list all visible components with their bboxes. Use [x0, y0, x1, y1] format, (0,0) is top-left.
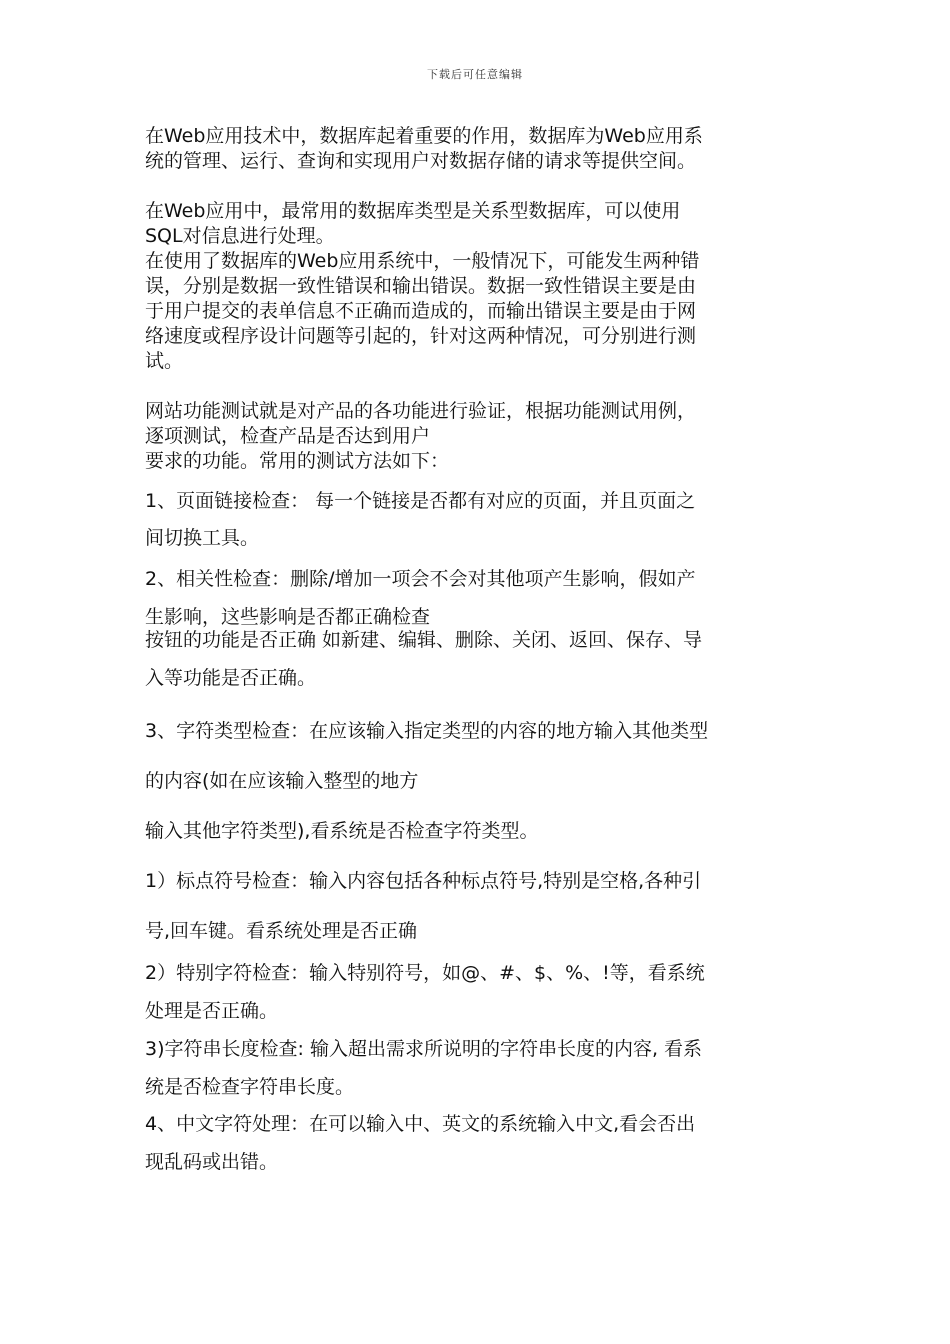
paragraph-database-errors [145, 199, 810, 374]
text-line: 现乱码或出错。 [145, 1151, 279, 1173]
text-line: 统是否检查字符串长度。 [145, 1076, 355, 1098]
list-item-chinese-character-handling [145, 1105, 810, 1181]
text-line: 网站功能测试就是对产品的各功能进行验证，根据功能测试用例， [145, 400, 697, 422]
text-line: 1）标点符号检查：输入内容包括各种标点符号,特别是空格,各种引 [145, 870, 702, 892]
text-line: 4、中文字符处理：在可以输入中、英文的系统输入中文,看会否出 [145, 1113, 696, 1135]
text-line: 络速度或程序设计问题等引起的，针对这两种情况，可分别进行测 [145, 325, 697, 347]
list-item-punctuation-check [145, 856, 810, 956]
text-line: 逐项测试，检查产品是否达到用户 [145, 425, 431, 447]
text-line: 的内容(如在应该输入整型的地方 [145, 770, 419, 792]
text-line: 2）特别字符检查：输入特别符号，如@、#、$、%、!等，看系统 [145, 962, 705, 984]
text-line: 3)字符串长度检查: 输入超出需求所说明的字符串长度的内容, 看系 [145, 1038, 703, 1060]
text-line: 输入其他字符类型),看系统是否检查字符类型。 [145, 820, 539, 842]
text-line: 在使用了数据库的Web应用系统中，一般情况下，可能发生两种错 [145, 250, 700, 272]
text-line: 按钮的功能是否正确 如新建、编辑、删除、关闭、返回、保存、导 [145, 629, 703, 651]
text-line: 处理是否正确。 [145, 1000, 279, 1022]
list-item-character-type-check [145, 706, 810, 856]
text-line: 2、相关性检查：删除/增加一项会不会对其他项产生影响，假如产 [145, 568, 696, 590]
text-line: 在Web应用中，最常用的数据库类型是关系型数据库，可以使用 [145, 200, 681, 222]
list-item-string-length-check [145, 1030, 810, 1106]
paragraph-button-check [145, 621, 810, 697]
text-line: SQL对信息进行处理。 [145, 225, 335, 247]
text-line: 统的管理、运行、查询和实现用户对数据存储的请求等提供空间。 [145, 150, 697, 172]
paragraph-web-database-role [145, 124, 810, 174]
text-line: 号,回车键。看系统处理是否正确 [145, 920, 418, 942]
text-line: 要求的功能。常用的测试方法如下： [145, 450, 450, 472]
text-line: 3、字符类型检查：在应该输入指定类型的内容的地方输入其他类型 [145, 720, 709, 742]
text-line: 生影响，这些影响是否都正确检查 [145, 606, 431, 628]
text-line: 于用户提交的表单信息不正确而造成的，而输出错误主要是由于网 [145, 300, 697, 322]
text-line: 在Web应用技术中，数据库起着重要的作用，数据库为Web应用系 [145, 125, 703, 147]
paragraph-function-testing-intro [145, 399, 810, 474]
text-line: 试。 [145, 350, 184, 372]
text-line: 入等功能是否正确。 [145, 667, 317, 689]
text-line: 间切换工具。 [145, 527, 260, 549]
list-item-link-check [145, 483, 810, 557]
text-line: 1、页面链接检查： 每一个链接是否都有对应的页面，并且页面之 [145, 490, 696, 512]
page-header: 下载后可任意编辑 [427, 68, 523, 81]
text-line: 误，分别是数据一致性错误和输出错误。数据一致性错误主要是由 [145, 275, 697, 297]
list-item-special-character-check [145, 954, 810, 1030]
